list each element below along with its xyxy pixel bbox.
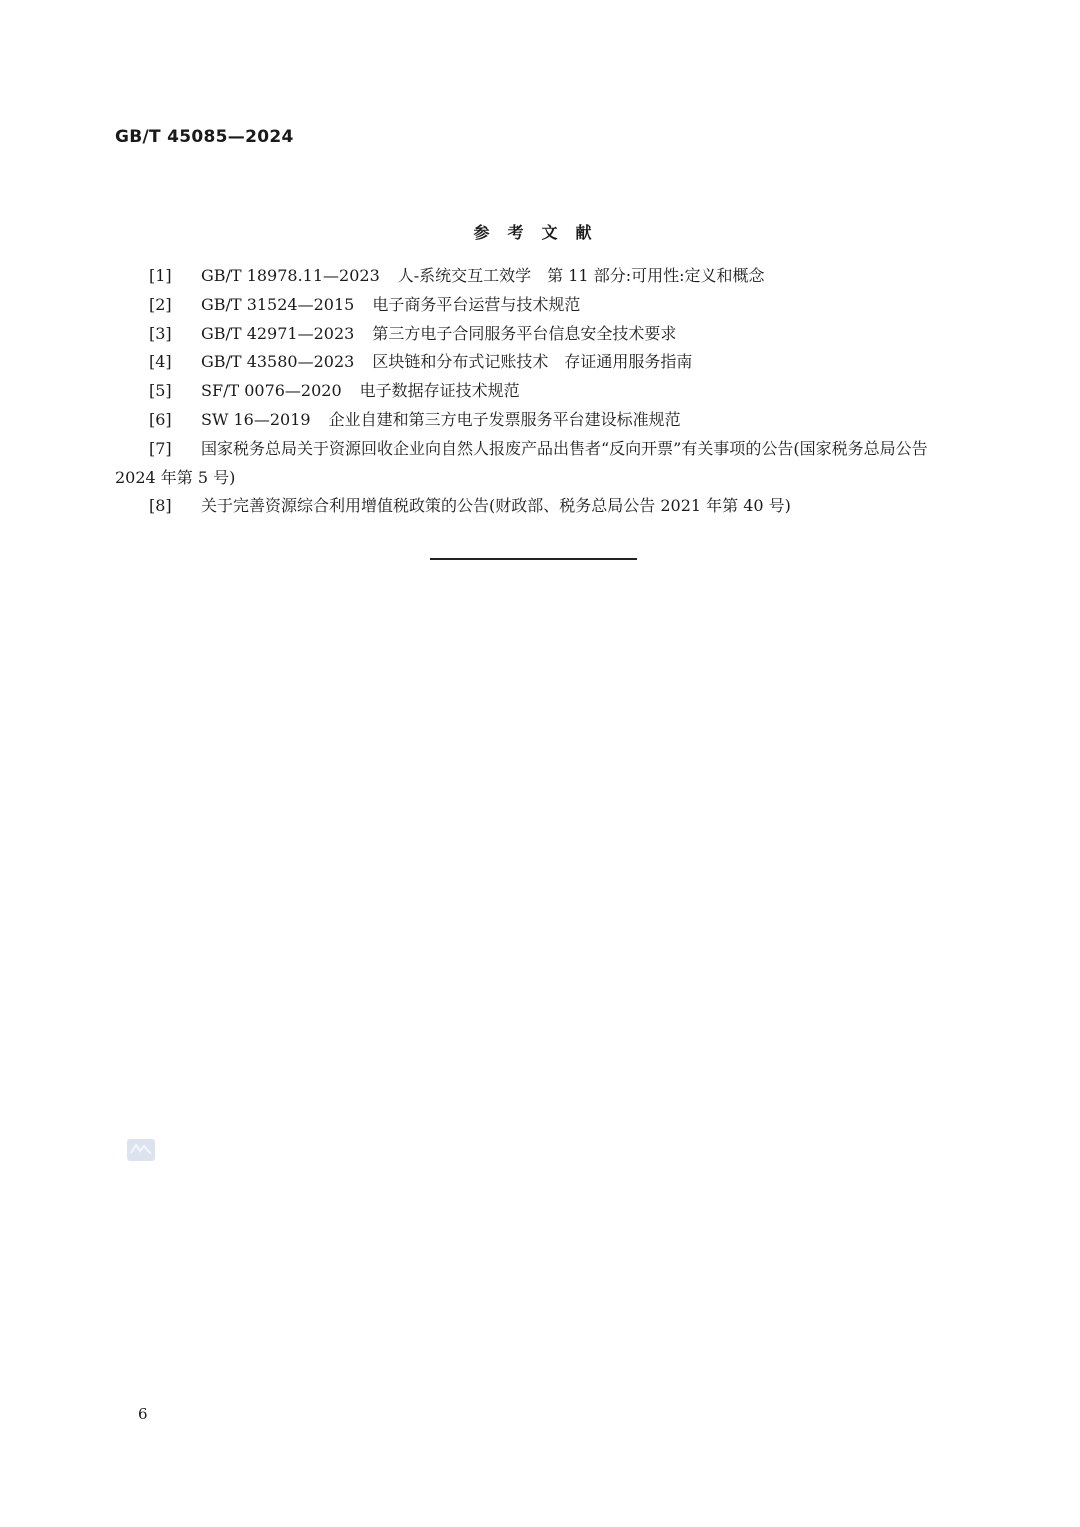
reference-code: SF/T 0076—2020 [201,381,342,401]
standard-code: GB/T 45085—2024 [115,127,294,147]
reference-item [115,492,955,521]
section-title-references: 参考文献 [473,223,610,242]
reference-code: SW 16—2019 [201,409,311,429]
reference-title: 人-系统交互工效学 第 11 部分:可用性:定义和概念 [397,266,765,285]
reference-code: GB/T 18978.11—2023 [201,266,380,285]
reference-number: [2] [149,294,172,314]
page-number: 6 [138,1405,148,1423]
reference-item [115,262,955,291]
sac-logo-watermark-icon [126,1137,156,1163]
reference-item [115,377,955,406]
reference-item [115,320,955,349]
reference-number: [8] [149,496,172,516]
reference-title: 第三方电子合同服务平台信息安全技术要求 [372,323,677,343]
reference-item [115,406,955,435]
reference-title: 关于完善资源综合利用增值税政策的公告(财政部、税务总局公告 2021 年第 40 号) [201,496,791,516]
reference-title: 电子商务平台运营与技术规范 [372,294,581,314]
reference-code: GB/T 43580—2023 [201,352,355,372]
reference-number: [6] [149,409,172,429]
reference-title: 企业自建和第三方电子发票服务平台建设标准规范 [328,409,681,429]
reference-item [115,348,955,377]
reference-item [115,291,955,320]
reference-item [115,435,955,493]
reference-title: 国家税务总局关于资源回收企业向自然人报废产品出售者“反向开票”有关事项的公告(国家税务总局公告 2024 年第 5 号) [115,438,928,487]
reference-code: GB/T 42971—2023 [201,323,355,343]
reference-title: 电子数据存证技术规范 [359,381,520,401]
reference-number: [7] [149,438,172,458]
reference-list [115,262,955,521]
reference-number: [1] [149,266,172,285]
reference-code: GB/T 31524—2015 [201,294,355,314]
end-rule [430,558,637,560]
reference-number: [3] [149,323,172,343]
reference-title: 区块链和分布式记账技术 存证通用服务指南 [372,352,693,372]
reference-number: [5] [149,381,172,401]
reference-number: [4] [149,352,172,372]
